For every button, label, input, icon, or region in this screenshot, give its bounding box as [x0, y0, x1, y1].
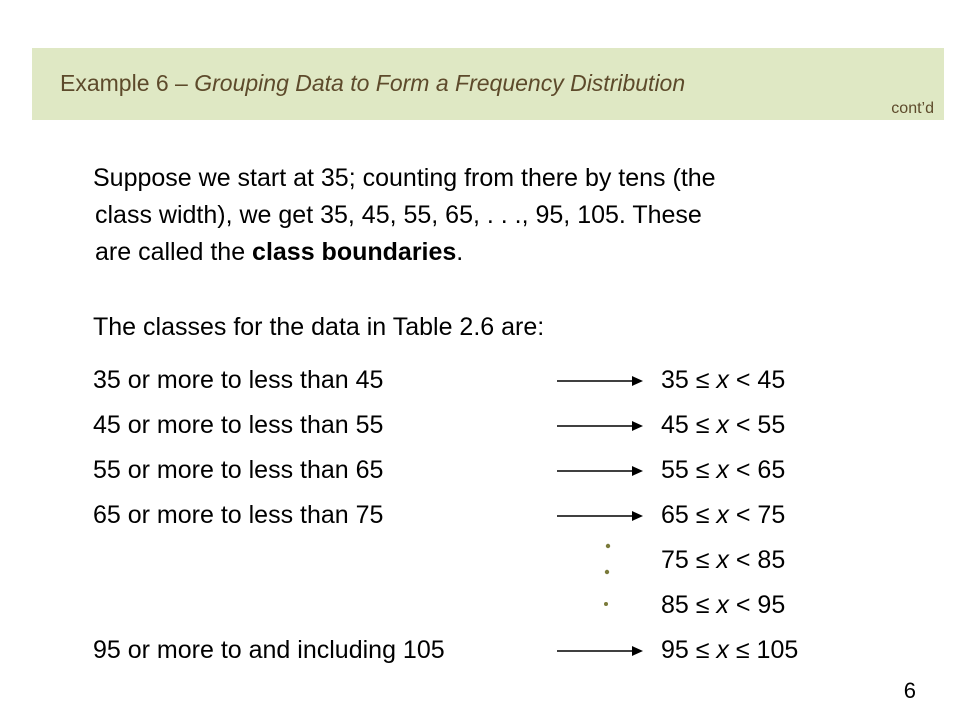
- class-inequality: 55 ≤ x < 65: [661, 456, 786, 484]
- arrow-right-icon: [555, 458, 645, 484]
- intro-line-1: Suppose we start at 35; counting from there by tens (the: [93, 164, 716, 192]
- class-inequality: 35 ≤ x < 45: [661, 366, 786, 394]
- class-inequality: 65 ≤ x < 75: [661, 501, 786, 529]
- class-verbal: 35 or more to less than 45: [93, 366, 384, 394]
- title-prefix: Example 6 –: [60, 70, 195, 96]
- intro-line-2: class width), we get 35, 45, 55, 65, . . ., 95, 105. These: [95, 201, 702, 229]
- class-verbal: 45 or more to less than 55: [93, 411, 384, 439]
- intro-line-3-suffix: .: [456, 238, 464, 266]
- arrow-right-icon: [555, 638, 645, 664]
- class-inequality: 45 ≤ x < 55: [661, 411, 786, 439]
- class-verbal: 55 or more to less than 65: [93, 456, 384, 484]
- contd-label: cont’d: [891, 100, 934, 117]
- arrow-right-icon: [555, 503, 645, 529]
- arrow-right-icon: [555, 368, 645, 394]
- slide-title: [60, 70, 685, 97]
- title-bar: [32, 48, 944, 120]
- class-verbal: 95 or more to and including 105: [93, 636, 445, 664]
- ellipsis-dots-icon: [598, 540, 618, 612]
- arrow-right-icon: [555, 413, 645, 439]
- class-inequality: 95 ≤ x ≤ 105: [661, 636, 799, 664]
- intro-paragraph: [93, 160, 913, 271]
- class-inequality: 75 ≤ x < 85: [661, 546, 786, 574]
- class-verbal: 65 or more to less than 75: [93, 501, 384, 529]
- page-number: 6: [903, 678, 916, 703]
- class-boundaries-term: class boundaries: [252, 238, 457, 266]
- classes-lead: The classes for the data in Table 2.6 are:: [93, 313, 545, 341]
- title-italic: Grouping Data to Form a Frequency Distribution: [194, 70, 686, 96]
- intro-line-3-prefix: are called the: [95, 238, 253, 266]
- class-inequality: 85 ≤ x < 95: [661, 591, 786, 619]
- intro-line-3: [93, 234, 913, 271]
